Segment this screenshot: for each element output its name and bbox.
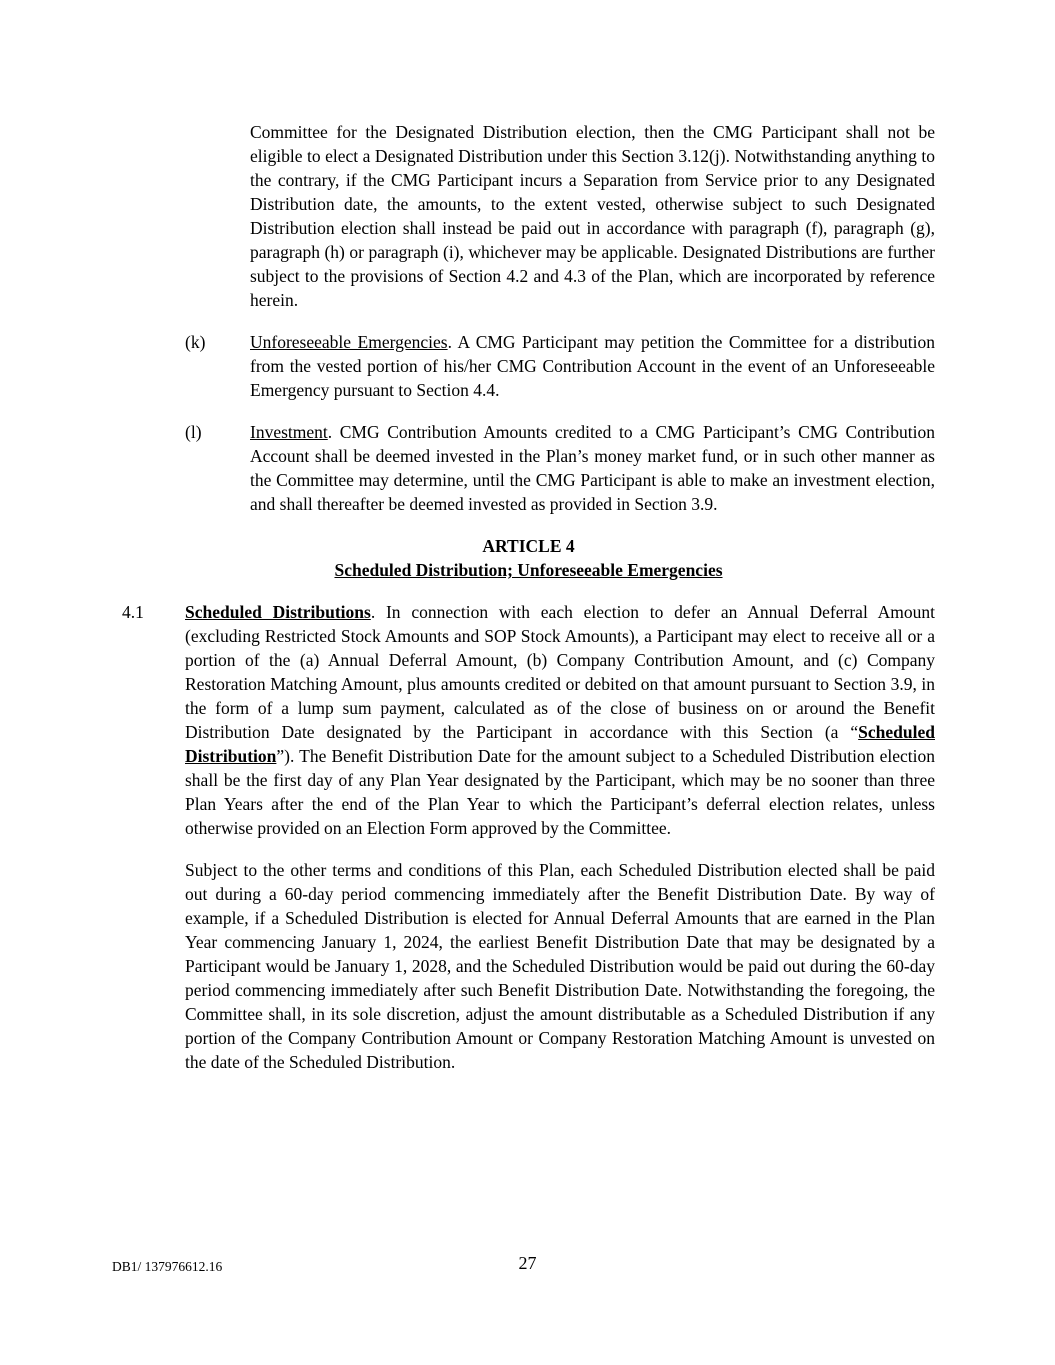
article-4-heading	[122, 534, 935, 582]
article-4-title: Scheduled Distribution; Unforeseeable Emergencies	[334, 560, 723, 580]
article-4-number: ARTICLE 4	[482, 536, 575, 556]
list-item-k-label: (k)	[185, 332, 206, 352]
section-4-1-body-before-term: . In connection with each election to defer an Annual Deferral Amount (excluding Restricted Stock Amounts and SOP Stock Amounts), a Participant may elect to receive all or a portion of the (a) Annual Deferral Amount, (b) Company Contribution Amount, and (c) Company Restoration Matching Amount, plus amounts credited or debited on that amount pursuant to Section 3.9, in the form of a lump sum payment, calculated as of the close of business on or around the Benefit Distribution Date designated by the Participant in accordance with this Section (a “	[185, 602, 935, 742]
list-item-k-text	[250, 330, 935, 402]
footer-doc-id: DB1/ 137976612.16	[112, 1259, 223, 1274]
list-item-l	[122, 420, 935, 516]
paragraph-continuation: Committee for the Designated Distribution election, then the CMG Participant shall not be eligible to elect a Designated Distribution under this Section 3.12(j). Notwithstanding anything to the contrary, if the CMG Participant incurs a Separation from Service prior to any Designated Distribution date, the amounts, to the extent vested, otherwise subject to such Designated Distribution election shall instead be paid out in accordance with paragraph (f), paragraph (g), paragraph (h) or paragraph (i), whichever may be applicable. Designated Distributions are further subject to the provisions of Section 4.2 and 4.3 of the Plan, which are incorporated by reference herein.	[250, 122, 935, 310]
list-item-l-text	[250, 420, 935, 516]
list-item-l-heading: Investment	[250, 422, 328, 442]
page-body	[122, 120, 935, 1092]
section-4-1-defined-term: Scheduled Distribution	[185, 722, 935, 766]
section-4-1-label: 4.1	[122, 602, 144, 622]
section-4-1-heading: Scheduled Distributions	[185, 602, 371, 622]
section-4-1-paragraph-1	[185, 600, 935, 840]
list-item-k-heading: Unforeseeable Emergencies	[250, 332, 448, 352]
section-4-1	[122, 600, 935, 1074]
list-item-k-body: . A CMG Participant may petition the Committee for a distribution from the vested portion of his/her CMG Contribution Account in the event of an Unforeseeable Emergency pursuant to Section 4.4.	[250, 332, 935, 400]
footer-page-number: 27	[518, 1253, 537, 1273]
list-item-l-body: . CMG Contribution Amounts credited to a CMG Participant’s CMG Contribution Account shall be deemed invested in the Plan’s money market fund, or in such other manner as the Committee may determine, until the CMG Participant is able to make an investment election, and shall thereafter be deemed invested as provided in Section 3.9.	[250, 422, 935, 514]
list-item-l-label: (l)	[185, 422, 202, 442]
section-4-1-paragraph-2: Subject to the other terms and conditions of this Plan, each Scheduled Distribution elected shall be paid out during a 60-day period commencing immediately after the Benefit Distribution Date. By way of example, if a Scheduled Distribution is elected for Annual Deferral Amounts that are earned in the Plan Year commencing January 1, 2024, the earliest Benefit Distribution Date that may be designated by a Participant would be January 1, 2028, and the Scheduled Distribution would be paid out during the 60-day period commencing immediately after such Benefit Distribution Date. Notwithstanding the foregoing, the Committee shall, in its sole discretion, adjust the amount distributable as a Scheduled Distribution if any portion of the Company Contribution Amount or Company Restoration Matching Amount is unvested on the date of the Scheduled Distribution.	[185, 860, 935, 1072]
section-4-1-body-after-term: ”). The Benefit Distribution Date for the amount subject to a Scheduled Distribution election shall be the first day of any Plan Year designated by the Participant, which may be no sooner than three Plan Years after the end of the Plan Year to which the Participant’s deferral election relates, unless otherwise provided on an Election Form approved by the Committee.	[185, 746, 935, 838]
list-item-k	[122, 330, 935, 402]
